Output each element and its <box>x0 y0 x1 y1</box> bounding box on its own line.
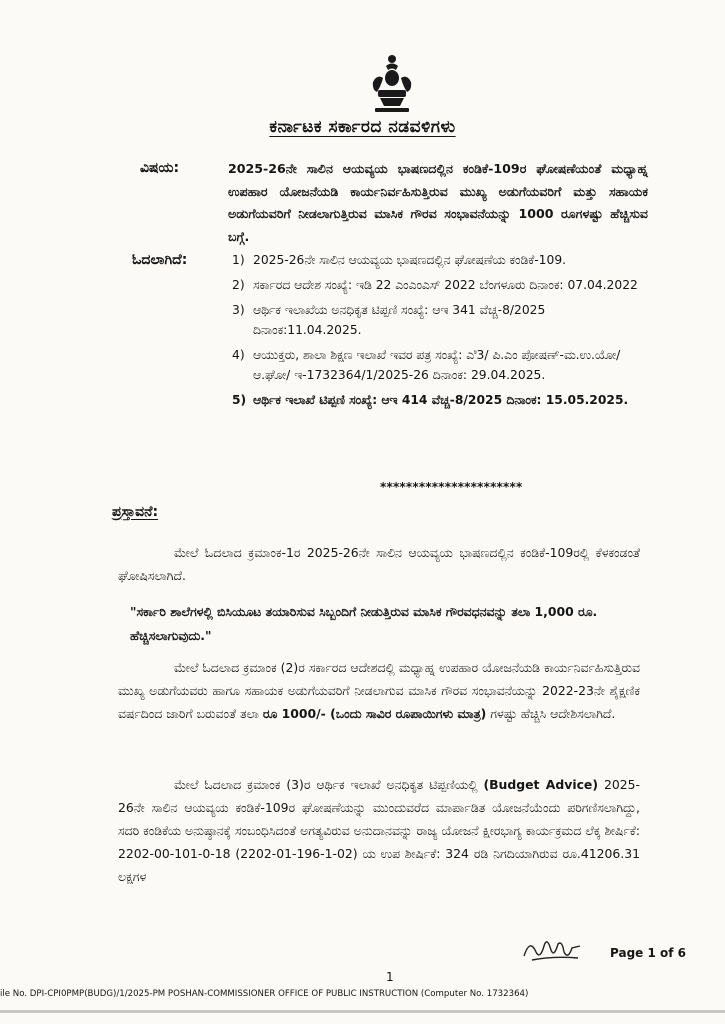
preamble-paragraph-2 <box>118 656 640 725</box>
paragraph-2-end: ಗಳಷ್ಟು ಹೆಚ್ಚಿಸಿ ಆದೇಶಿಸಲಾಗಿದೆ. <box>490 706 616 721</box>
footer-file-info: ile No. DPI-CPI0PMP(BUDG)/1/2025-PM POSHAN-COMMISSIONER OFFICE OF PUBLIC INSTRUCTION (Computer No. 1732364) <box>0 989 529 999</box>
budget-quote: "ಸರ್ಕಾರಿ ಶಾಲೆಗಳಲ್ಲಿ ಬಿಸಿಯೂಟ ತಯಾರಿಸುವ ಸಿಬ್ಬಂದಿಗೆ ನೀಡುತ್ತಿರುವ ಮಾಸಿಕ ಗೌರವಧನವನ್ನು ತಲಾ 1,000 ರೂ. ಹೆಚ್ಚಿಸಲಾಗುವುದು." <box>130 604 598 643</box>
section-separator: ********************** <box>380 480 523 494</box>
reference-item <box>232 275 642 295</box>
page-indicator: Page 1 of 6 <box>610 946 686 960</box>
footer-page-number: 1 <box>386 970 394 984</box>
references-list <box>232 250 642 415</box>
reference-number: 3) <box>232 303 245 317</box>
handwritten-signature <box>520 930 584 966</box>
subject-label: ವಿಷಯ: <box>140 160 180 176</box>
reference-text: ಆರ್ಥಿಕ ಇಲಾಖೆಯ ಅನಧಿಕೃತ ಟಿಪ್ಪಣಿ ಸಂಖ್ಯೆ: ಆಇ 341 ವೆಚ್ಚ-8/2025 ದಿನಾಂಕ:11.04.2025. <box>253 303 546 337</box>
reference-number: 1) <box>232 253 245 267</box>
reference-number: 2) <box>232 278 245 292</box>
subject-text: 2025-26ನೇ ಸಾಲಿನ ಆಯವ್ಯಯ ಭಾಷಣದಲ್ಲಿನ ಕಂಡಿಕೆ-109ರ ಘೋಷಣೆಯಂತೆ ಮಧ್ಯಾಹ್ನ ಉಪಹಾರ ಯೋಜನೆಯಡಿ ಕಾರ್ಯನಿರ್ವಹಿಸುತ್ತಿರುವ ಮುಖ್ಯ ಅಡುಗೆಯವರಿಗೆ ಮತ್ತು ಸಹಾಯಕ ಅಡುಗೆಯವರಿಗೆ ನೀಡಲಾಗುತ್ತಿರುವ ಮಾಸಿಕ ಗೌರವ ಸಂಭಾವನೆಯನ್ನು 1000 ರೂಗಳಷ್ಟು ಹೆಚ್ಚಿಸುವ ಬಗ್ಗೆ. <box>228 161 648 244</box>
reference-item <box>232 390 642 410</box>
reference-text: ಸರ್ಕಾರದ ಆದೇಶ ಸಂಖ್ಯೆ: ಇಡಿ 22 ಎಂಎಂಎಸ್ 2022 ಬೆಂಗಳೂರು ದಿನಾಂಕ: 07.04.2022 <box>253 278 638 292</box>
preamble-title: ಪ್ರಸ್ತಾವನೆ: <box>112 504 159 520</box>
preamble-paragraph-1: ಮೇಲೆ ಓದಲಾದ ಕ್ರಮಾಂಕ-1ರ 2025-26ನೇ ಸಾಲಿನ ಆಯವ್ಯಯ ಭಾಷಣದಲ್ಲಿನ ಕಂಡಿಕೆ-109ರಲ್ಲಿ ಕೆಳಕಂಡಂತೆ ಘೋಷಿಸಲಾಗಿದೆ. <box>118 545 640 583</box>
reference-text: ಆರ್ಥಿಕ ಇಲಾಖೆ ಟಿಪ್ಪಣಿ ಸಂಖ್ಯೆ: ಆಇ 414 ವೆಚ್ಚ-8/2025 ದಿನಾಂಕ: 15.05.2025. <box>253 393 629 407</box>
preamble-paragraph-3 <box>118 773 640 888</box>
reference-text: ಆಯುಕ್ತರು, ಶಾಲಾ ಶಿಕ್ಷಣ ಇಲಾಖೆ ಇವರ ಪತ್ರ ಸಂಖ್ಯೆ: ಎಿ3/ ಪಿ.ಎಂ ಪೋಷಣ್-ಮ.ಉ.ಯೋ/ಆ.ಘೋ/ ಇ-1732364/1/2025-26 ದಿನಾಂಕ: 29.04.2025. <box>253 348 621 382</box>
reference-item <box>232 345 642 385</box>
amount-highlight: ರೂ 1000/- (ಒಂದು ಸಾವಿರ ರೂಪಾಯಿಗಳು ಮಾತ್ರ) <box>262 706 487 721</box>
budget-advice-highlight: (Budget Advice) <box>483 777 598 792</box>
karnataka-emblem-icon <box>363 52 421 120</box>
reference-text: 2025-26ನೇ ಸಾಲಿನ ಆಯವ್ಯಯ ಭಾಷಣದಲ್ಲಿನ ಘೋಷಣೆಯ ಕಂಡಿಕೆ-109. <box>253 253 567 267</box>
references-label: ಓದಲಾಗಿದೆ: <box>132 252 188 268</box>
reference-number: 5) <box>232 393 247 407</box>
paragraph-3-end: 2025-26ನೇ ಸಾಲಿನ ಆಯವ್ಯಯ ಕಂಡಿಕೆ-109ರ ಘೋಷಣೆಯನ್ನು ಮುಂದುವರೆದ ಮಾರ್ಪಾಡಿತ ಯೋಜನೆಯೆಂದು ಪರಿಗಣಿಸಲಾಗಿದ್ದು, ಸದರಿ ಕಂಡಿಕೆಯ ಅನುಷ್ಠಾನಕ್ಕೆ ಸಂಬಂಧಿಸಿದಂತೆ ಅಗತ್ಯವಿರುವ ಅನುದಾನವನ್ನು ರಾಜ್ಯ ಯೋಜನೆ ಕ್ಷೀರಭಾಗ್ಯ ಕಾರ್ಯಕ್ರಮದ ಲೆಕ್ಕ ಶೀರ್ಷಿಕೆ: 2202-00-101-0-18 (2202-01-196-1-02) ಯ ಉಪ ಶೀರ್ಷಿಕೆ: 324 ರಡಿ ನಿಗದಿಯಾಗಿರುವ ರೂ.41206.31 ಲಕ್ಷಗಳ <box>118 777 640 884</box>
bottom-cut-edge <box>0 1010 725 1013</box>
document-heading: ಕರ್ನಾಟಕ ಸರ್ಕಾರದ ನಡವಳಿಗಳು <box>269 117 456 137</box>
paragraph-2-start: ಮೇಲೆ ಓದಲಾದ ಕ್ರಮಾಂಕ (2)ರ ಸರ್ಕಾರದ ಆದೇಶದಲ್ಲಿ ಮಧ್ಯಾಹ್ನ ಉಪಹಾರ ಯೋಜನೆಯಡಿ ಕಾರ್ಯನಿರ್ವಹಿಸುತ್ತಿರುವ ಮುಖ್ಯ ಅಡುಗೆಯವರು ಹಾಗೂ ಸಹಾಯಕ ಅಡುಗೆಯವರಿಗೆ ನೀಡಲಾಗುವ ಮಾಸಿಕ ಗೌರವ ಸಂಭಾವನೆಯನ್ನು 2022-23ನೇ ಶೈಕ್ಷಣಿಕ ವರ್ಷದಿಂದ ಜಾರಿಗೆ ಬರುವಂತೆ ತಲಾ <box>118 660 640 721</box>
reference-number: 4) <box>232 348 245 362</box>
reference-item <box>232 250 642 270</box>
paragraph-3-start: ಮೇಲೆ ಓದಲಾದ ಕ್ರಮಾಂಕ (3)ರ ಆರ್ಥಿಕ ಇಲಾಖೆ ಅನಧಿಕೃತ ಟಿಪ್ಪಣಿಯಲ್ಲಿ <box>174 777 478 792</box>
reference-item <box>232 300 642 340</box>
